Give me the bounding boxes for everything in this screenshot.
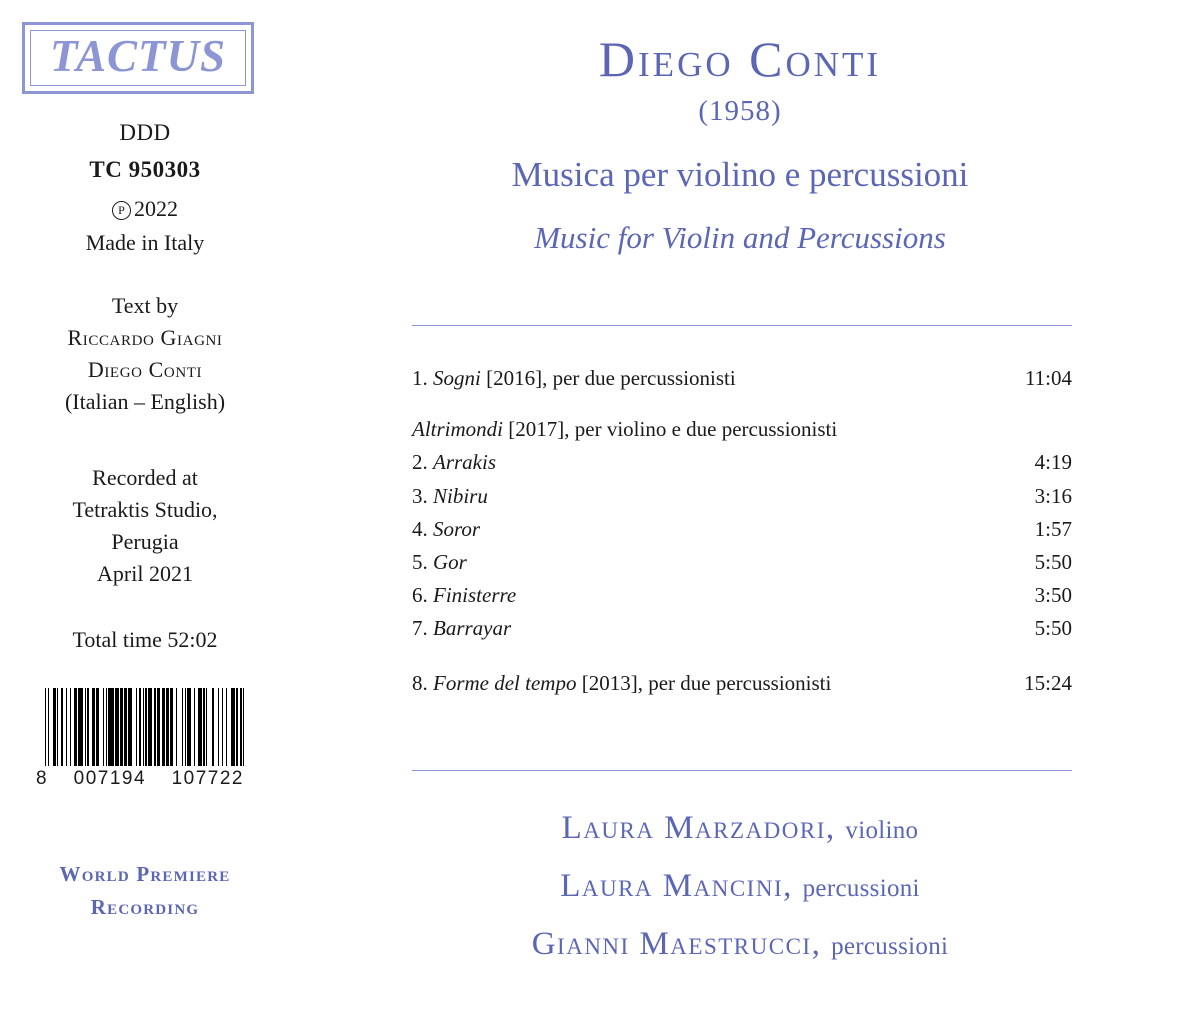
tracklist-spacer <box>412 645 1072 667</box>
recording-line-3: Perugia <box>111 528 179 554</box>
divider-top <box>412 325 1072 326</box>
credit-author-1: Riccardo Giagni <box>67 324 223 350</box>
table-row <box>412 546 1072 579</box>
track-title <box>412 362 736 395</box>
divider-bottom <box>412 770 1072 771</box>
list-item <box>300 916 1180 974</box>
label-info-column <box>0 0 290 1014</box>
track-suffix: [2013], per due percussionisti <box>576 671 832 696</box>
performer-role: percussioni <box>831 932 949 960</box>
track-name: Barrayar <box>433 616 512 641</box>
performer-name: Gianni Maestrucci, <box>531 925 822 962</box>
list-item <box>300 800 1180 858</box>
ddd-label: DDD <box>119 120 171 145</box>
barcode-digit-left: 8 <box>36 768 49 789</box>
barcode-digits <box>36 768 244 790</box>
track-duration: 3:16 <box>1034 483 1072 508</box>
recording-line-2: Tetraktis Studio, <box>72 496 218 522</box>
track-name: Forme del tempo <box>433 671 577 696</box>
track-title <box>412 612 511 645</box>
table-row <box>412 480 1072 513</box>
tactus-logo-frame <box>30 30 246 86</box>
track-suffix: [2016], per due percussionisti <box>480 366 736 390</box>
composer-years: (1958) <box>698 95 782 127</box>
list-item <box>300 858 1180 916</box>
track-number: 7. <box>412 616 428 641</box>
track-duration: 4:19 <box>1034 450 1072 475</box>
track-duration: 3:50 <box>1034 583 1072 608</box>
total-time: Total time 52:02 <box>72 627 218 652</box>
group-title: Altrimondi <box>412 417 504 442</box>
track-duration: 1:57 <box>1034 516 1072 541</box>
album-title-english: Music for Violin and Percussions <box>534 220 946 255</box>
premiere-line-1: World Premiere <box>59 862 231 886</box>
performer-name: Laura Mancini, <box>560 867 793 904</box>
tactus-logo <box>22 22 254 94</box>
recording-line-4: April 2021 <box>97 560 193 586</box>
album-title-italian: Musica per violino e percussioni <box>511 155 969 194</box>
track-group-header <box>412 413 1072 446</box>
track-title <box>412 546 467 579</box>
track-duration: 5:50 <box>1034 549 1072 574</box>
credits-block <box>0 290 290 418</box>
tactus-wordmark: TACTUS <box>49 31 227 81</box>
track-title <box>412 579 516 612</box>
table-row <box>412 513 1072 546</box>
track-name: Finisterre <box>433 583 517 608</box>
credit-author-2: Diego Conti <box>87 356 203 382</box>
phonographic-copyright <box>0 194 290 223</box>
track-duration: 15:24 <box>1024 671 1072 696</box>
performer-name: Laura Marzadori, <box>561 810 836 846</box>
table-row <box>412 612 1072 645</box>
barcode-digits-mid: 007194 <box>73 768 147 789</box>
made-in-label: Made in Italy <box>85 230 205 255</box>
recording-details <box>0 462 290 590</box>
track-name: Nibiru <box>433 483 488 508</box>
track-number: 1. <box>412 366 428 390</box>
credit-languages: (Italian – English) <box>64 388 226 414</box>
track-title <box>412 480 488 513</box>
composer-name: Diego Conti <box>598 31 882 87</box>
table-row <box>412 579 1072 612</box>
track-duration: 11:04 <box>1024 366 1072 390</box>
barcode-bars <box>45 688 245 766</box>
performer-role: violino <box>845 817 919 844</box>
track-duration: 5:50 <box>1034 616 1072 641</box>
table-row <box>412 667 1072 700</box>
track-title <box>412 446 496 479</box>
barcode <box>36 688 245 790</box>
track-title <box>412 667 831 700</box>
copyright-year: 2022 <box>134 196 178 221</box>
track-number: 6. <box>412 583 428 608</box>
main-content-column <box>300 0 1200 1014</box>
performer-role: percussioni <box>802 874 920 902</box>
barcode-digits-right: 107722 <box>171 768 244 789</box>
track-name: Arrakis <box>433 450 496 475</box>
table-row <box>412 362 1072 395</box>
track-number: 2. <box>412 450 428 475</box>
premiere-line-2: Recording <box>90 894 200 919</box>
track-number: 8. <box>412 671 428 696</box>
table-row <box>412 446 1072 479</box>
recording-line-1: Recorded at <box>92 465 198 490</box>
track-title <box>412 513 480 546</box>
track-name: Soror <box>433 516 481 541</box>
catalog-number: TC 950303 <box>89 157 201 182</box>
performers-list <box>300 800 1180 973</box>
track-number: 5. <box>412 549 428 574</box>
group-suffix: [2017], per violino e due percussionisti <box>503 417 838 442</box>
track-number: 4. <box>412 516 428 541</box>
p-circle-icon: P <box>112 201 131 220</box>
track-number: 3. <box>412 483 428 508</box>
tracklist <box>412 362 1072 701</box>
track-name: Gor <box>433 549 467 574</box>
world-premiere-recording <box>0 858 290 923</box>
text-by-label: Text by <box>111 293 179 318</box>
track-name: Sogni <box>433 366 481 390</box>
